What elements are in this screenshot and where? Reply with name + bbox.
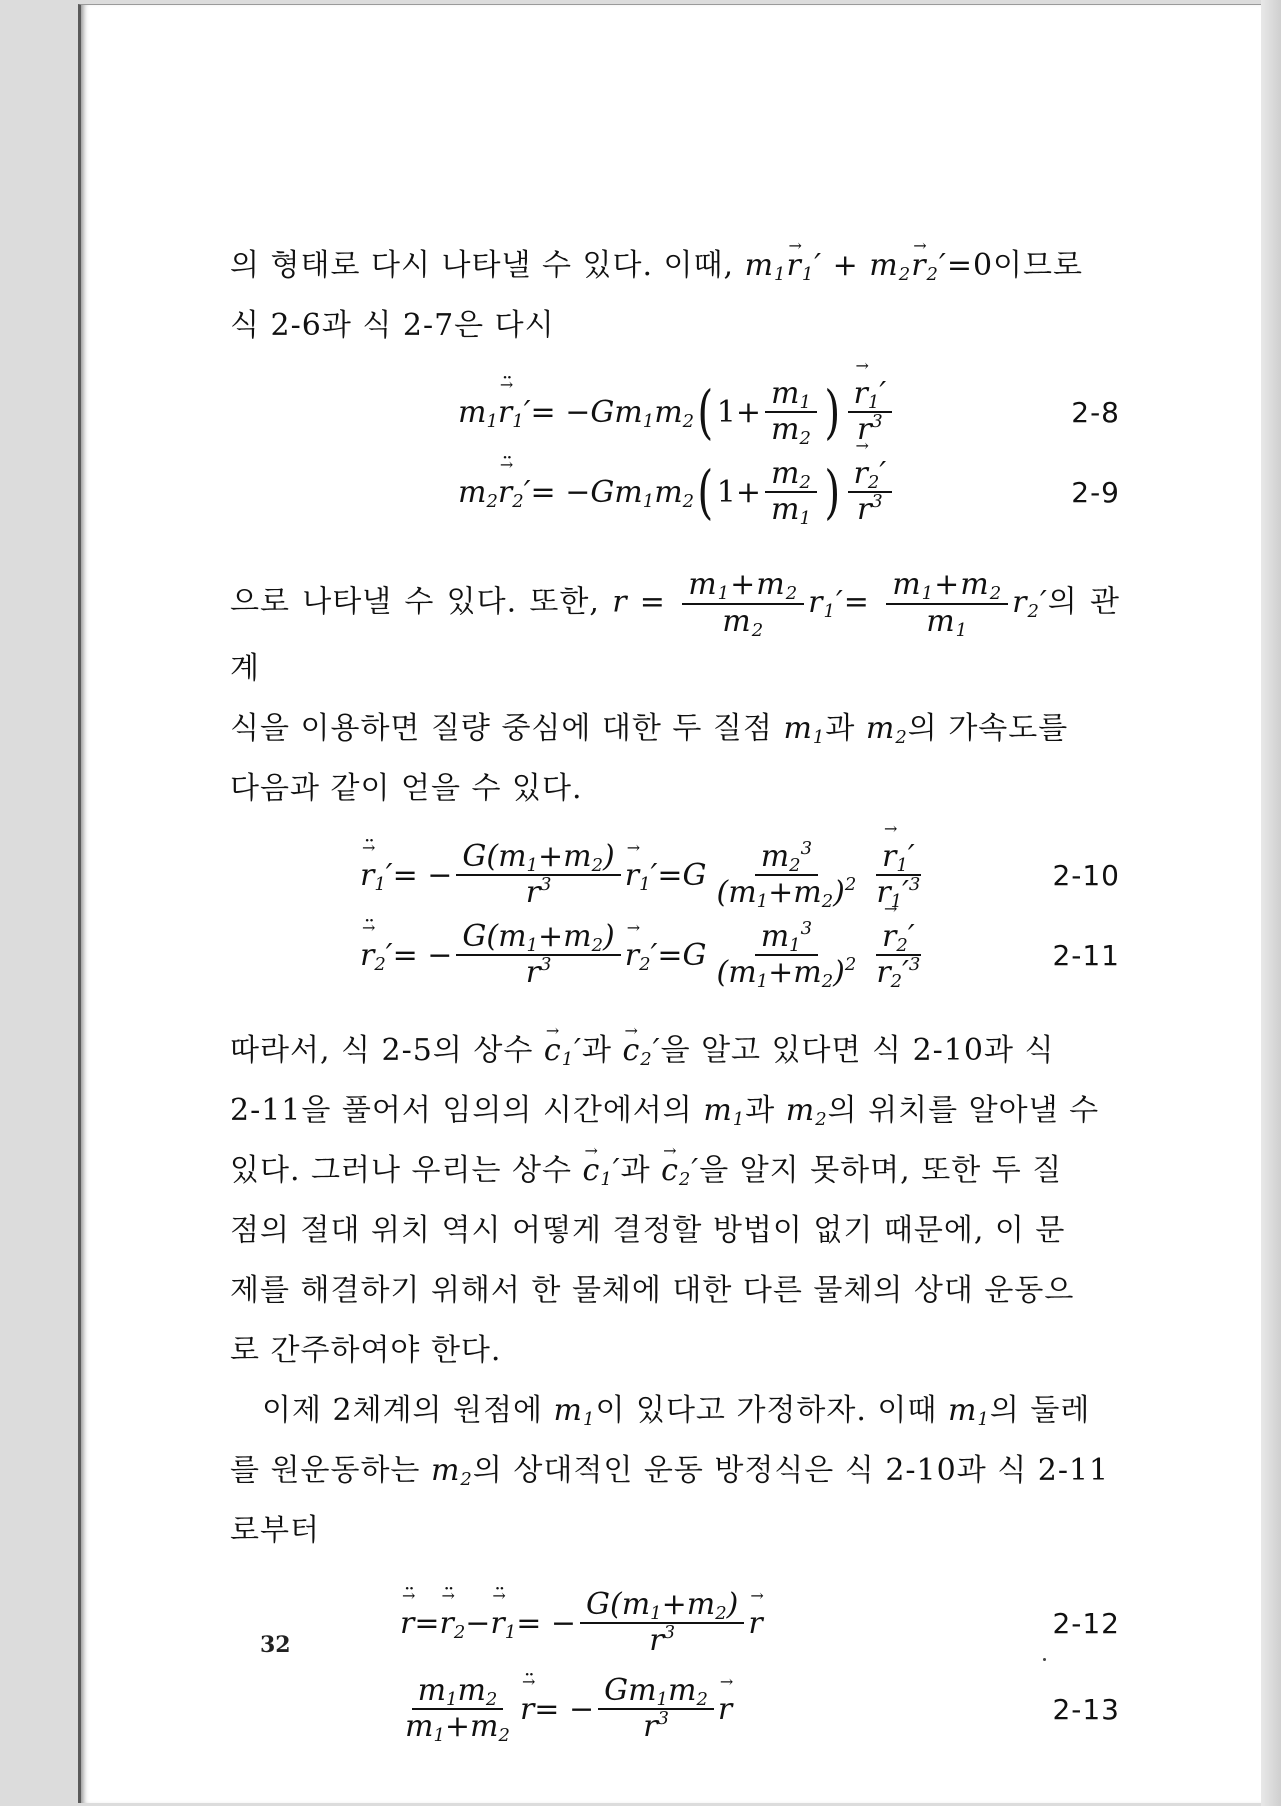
equation-2-13: $\frac{m_1m_2}{m_1+m_2}$ → r ·· = − $\frac{Gm_1m_2}{r^3}$ → r 2-13 [230, 1669, 1120, 1749]
equation-number: 2-9 [1071, 475, 1120, 509]
equation-number: 2-10 [1052, 858, 1120, 892]
text-segment: 의 상대적인 운동 방정식은 식 2-10과 식 2-11 [472, 1453, 1110, 1488]
text-segment: 과 [620, 1153, 651, 1188]
text-segment: 과 [581, 1033, 612, 1068]
text-segment: 을 알지 못하며, 또한 두 질 [699, 1153, 1063, 1188]
paragraph-1: 의 형태로 다시 나타낼 수 있다. 이때, $m_1\to r_1' + m_2\to r_2'=0$이므로 식 2-6과 식 2-7은 다시 [230, 236, 1120, 356]
text-segment: 를 원운동하는 [230, 1453, 421, 1488]
equation-number: 2-11 [1052, 938, 1120, 972]
paragraph-4: 이제 2체계의 원점에 $m_1$이 있다고 가정하자. 이때 $m_1$의 둘레 를 원운동하는 $m_2$의 상대적인 운동 방정식은 식 2-10과 식 2-11 로부터 [230, 1393, 1110, 1548]
text-segment: 의 위치를 알아낼 수 [827, 1093, 1100, 1128]
text-segment: =0이므로 [946, 248, 1083, 283]
text-segment: 식을 이용하면 질량 중심에 대한 두 질점 [230, 711, 773, 746]
equation-2-10: → $r_1'$ ·· = − $\frac{G(m_1+m_2)}{r^3}$ → $r_1'$ = G $\frac{m_2^3}{(m_1+m_2)^2}$ → $\frac{r_1'}{r_1'^3}$ 2-10 [230, 835, 1120, 915]
text-segment: 점의 절대 위치 역시 어떻게 결정할 방법이 없기 때문에, 이 문 [230, 1213, 1066, 1248]
dot-mark [1043, 1658, 1046, 1661]
text-segment: 과 [825, 711, 856, 746]
text-segment: 의 가속도를 [907, 711, 1069, 746]
equation-2-9: $m_2$ → $r_2'$ ·· = − $Gm_1m_2$ ( 1+ $\frac{m_2}{m_1}$ ) → $\frac{r_2'}{r^3}$ 2-9 [230, 452, 1120, 532]
page-number: 32 [260, 1632, 291, 1658]
text-segment: 의 관계 [230, 584, 1120, 686]
text-segment: 있다. 그러나 우리는 상수 [230, 1153, 572, 1188]
text-segment: 이 있다고 가정하자. 이때 [595, 1393, 938, 1428]
text-segment: 로 간주하여야 한다. [230, 1333, 502, 1368]
text-segment: 의 둘레 [989, 1393, 1091, 1428]
equation-number: 2-8 [1071, 395, 1120, 429]
text-segment: 2-11을 풀어서 임의의 시간에서의 [230, 1093, 693, 1128]
text-segment: 식 2-6과 식 2-7은 다시 [230, 308, 555, 343]
paragraph-3: 따라서, 식 2-5의 상수 → $c_1'$과 → $c_2'$을 알고 있다면 식 2-10과 식 2-11을 풀어서 임의의 시간에서의 $m_1$과 $m_2$의 위치를 알아낼 수 있다. 그러나 우리는 상수 → $c_1'$과 → $c_2'$을 알지 못하며, 또한 두 질 점의 절대 위치 역시 어떻게 결정할 방법이 없기 때문에, 이 문 제를 해결하기 위해서 한 물체에 대한 다른 물체의 상대 운동으 로 간주하여야 한다. [230, 1021, 1120, 1381]
equation-number: 2-12 [1052, 1606, 1120, 1640]
text-segment: 이제 2체계의 원점에 [262, 1393, 543, 1428]
text-segment: 제를 해결하기 위해서 한 물체에 대한 다른 물체의 상대 운동으 [230, 1273, 1075, 1308]
equation-2-12: → r ·· = → $r_2$ ·· − → $r_1$ ·· = − $\frac{G(m_1+m_2)}{r^3}$ → r 2-12 [230, 1583, 1120, 1663]
equation-2-11: → $r_2'$ ·· = − $\frac{G(m_1+m_2)}{r^3}$ → $r_2'$ = G $\frac{m_1^3}{(m_1+m_2)^2}$ → $\frac{r_2'}{r_2'^3}$ 2-11 [230, 915, 1120, 995]
text-segment: 따라서, 식 2-5의 상수 [230, 1033, 534, 1068]
text-segment: 의 형태로 다시 나타낼 수 있다. 이때, [230, 248, 735, 283]
equation-2-8: $m_1$ → $r_1'$ ·· = − $Gm_1m_2$ ( 1+ $\frac{m_1}{m_2}$ ) → $\frac{r_1'}{r^3}$ 2-8 [230, 372, 1120, 452]
text-segment: 로부터 [230, 1513, 320, 1548]
text-segment: 다음과 같이 얻을 수 있다. [230, 771, 583, 806]
text-segment: 을 알고 있다면 식 2-10과 식 [660, 1033, 1055, 1068]
text-segment: 과 [745, 1093, 776, 1128]
paragraph-2: 으로 나타낼 수 있다. 또한, r = $\frac{m_1+m_2}{m_2}$ $r_1'=$ $\frac{m_1+m_2}{m_1}$ $r_2'$의 관계 식을 이용하면 질량 중심에 대한 두 질점 $m_1$과 $m_2$의 가속도를 다음과 같이 얻을 수 있다. [230, 567, 1120, 806]
page-edge [1261, 0, 1281, 1806]
equation-number: 2-13 [1052, 1692, 1120, 1726]
text-segment: 으로 나타낼 수 있다. 또한, [230, 584, 600, 620]
page-content [230, 236, 1120, 1749]
